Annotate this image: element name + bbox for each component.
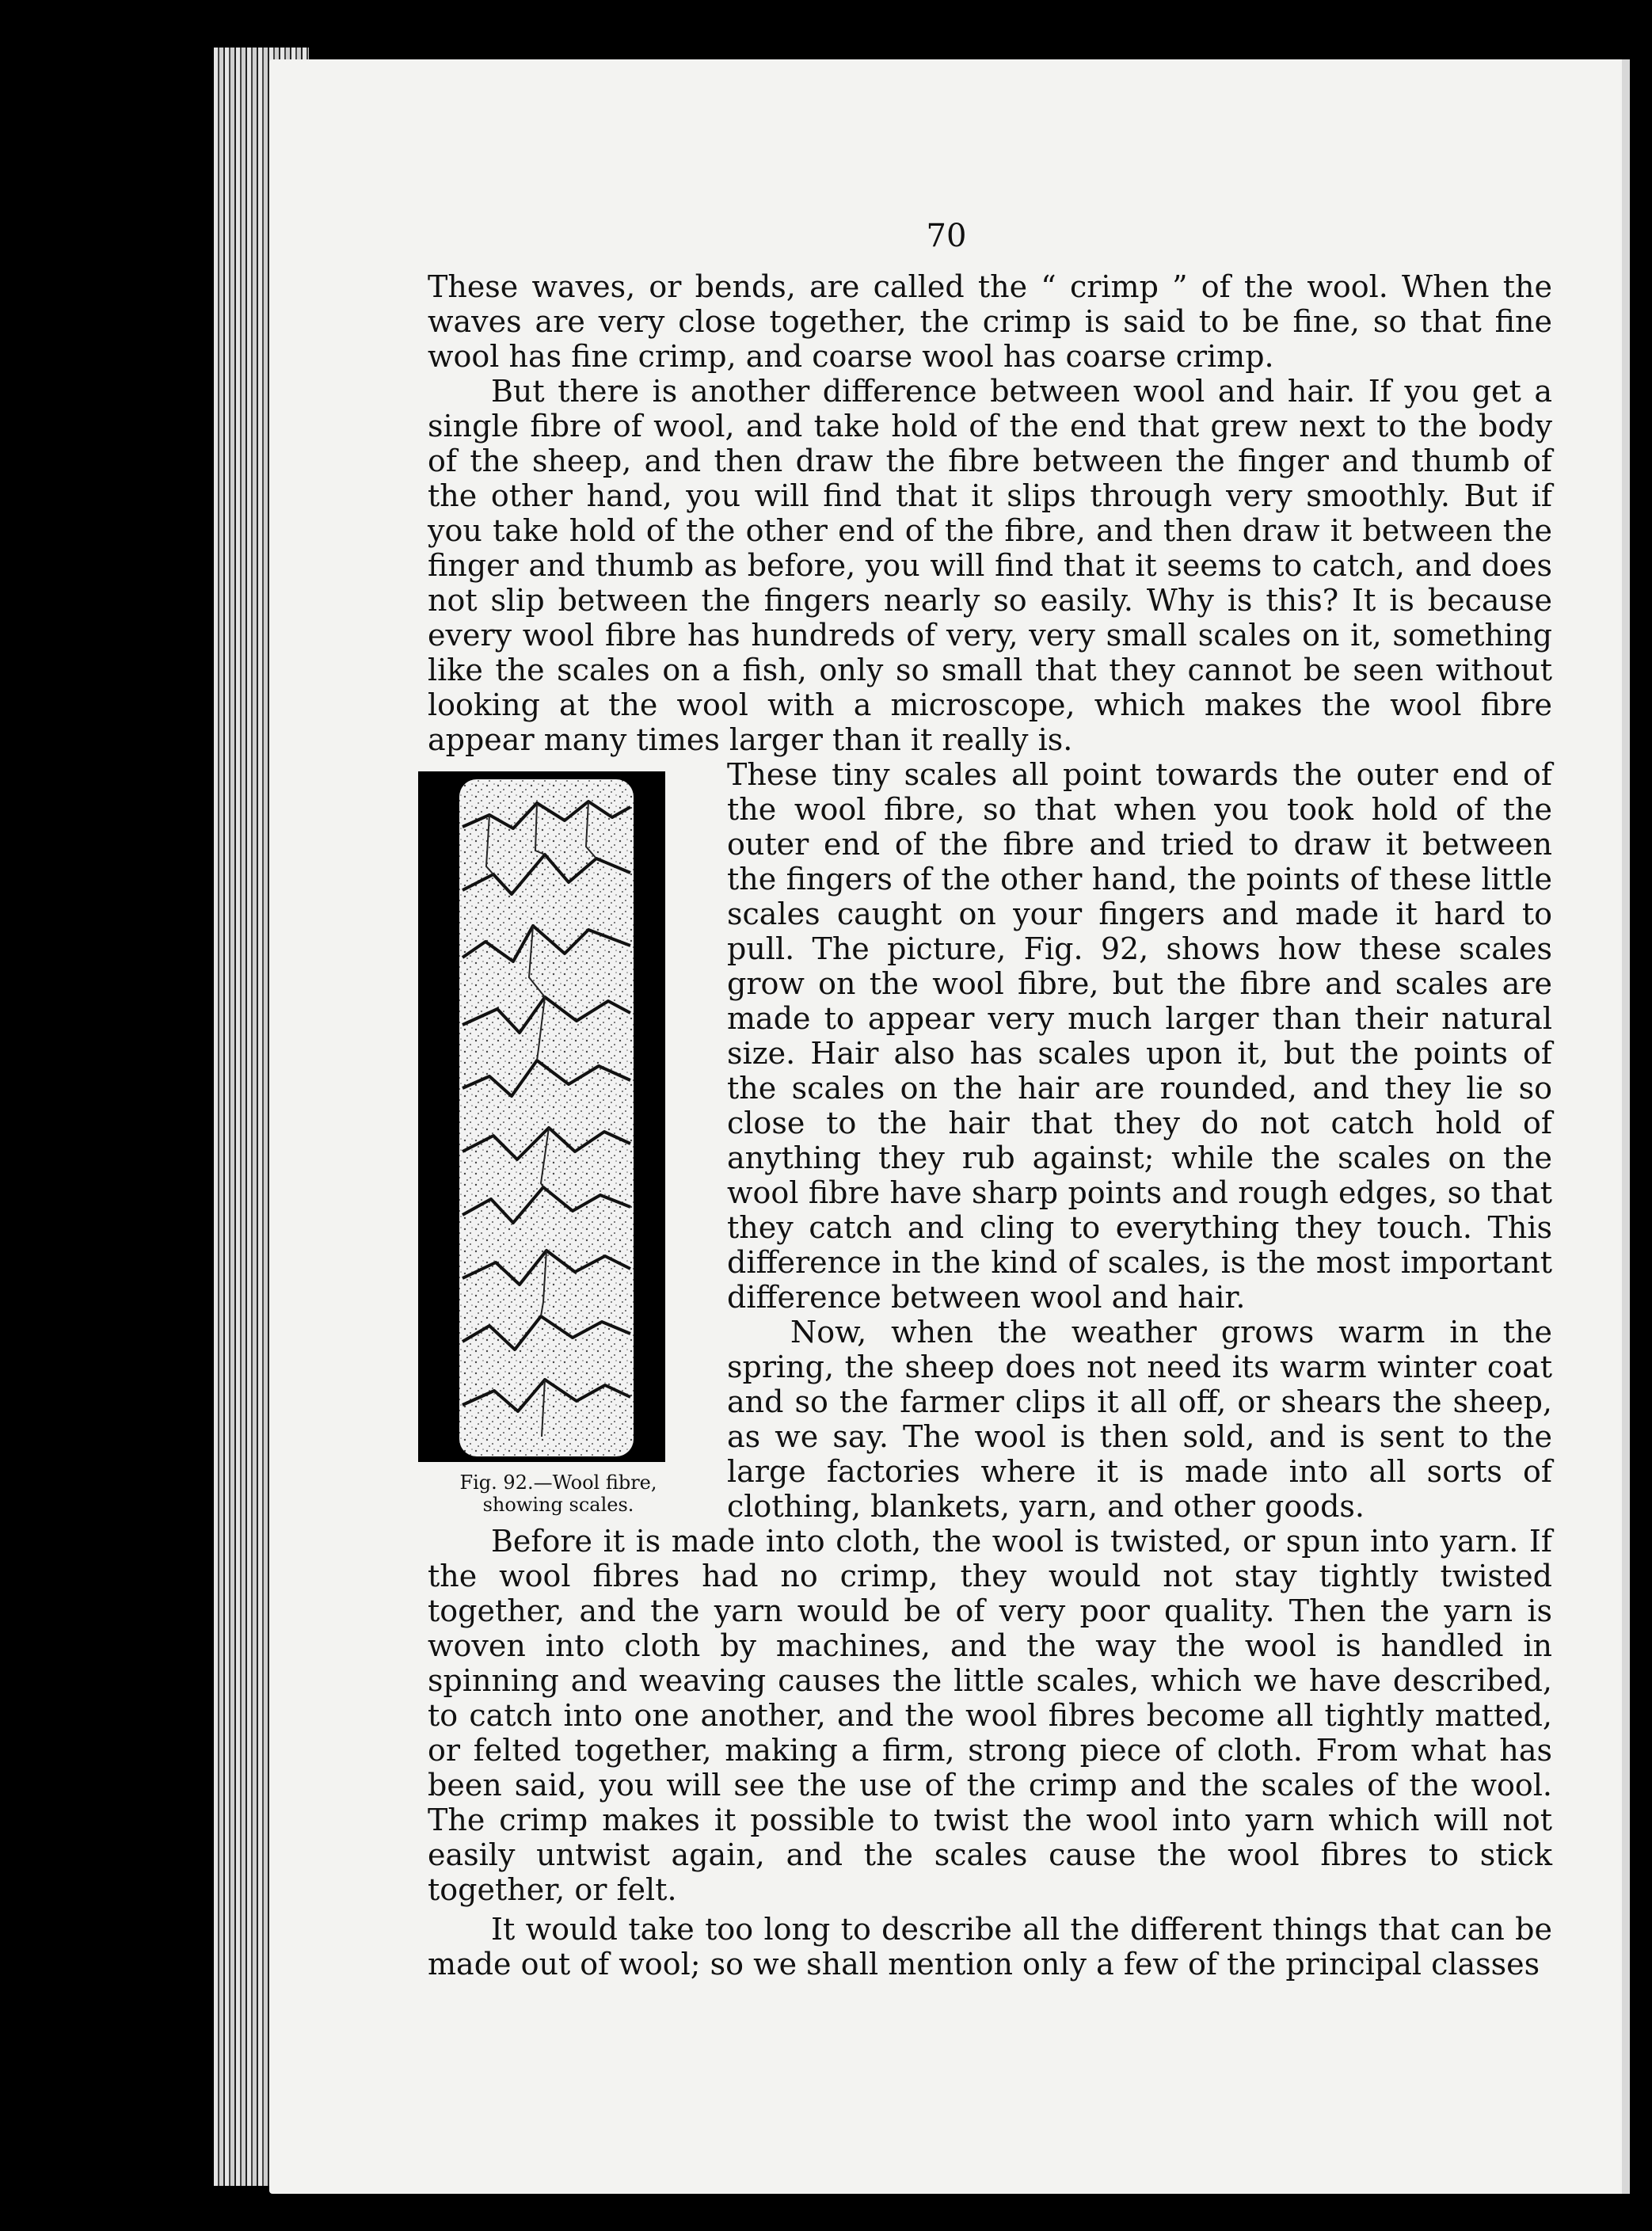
book-page [269, 59, 1623, 2194]
figure-caption-line2: showing scales. [482, 1494, 634, 1516]
page-right-edge [1622, 59, 1630, 2194]
paragraph: These waves, or bends, are called the “ crimp ” of the wool. When the waves are very close together, the crimp is said to be fine, so that fine wool has fine crimp, and coarse wool has coarse crimp. [428, 269, 1552, 374]
figure-caption [412, 1471, 705, 1516]
paragraph: It would take too long to describe all the different things that can be made out of wool; so we shall mention only a few of the principal classes [428, 1912, 1552, 1982]
body-text [428, 269, 1552, 1982]
figure-caption-line1: Fig. 92.—Wool fibre, [459, 1471, 657, 1494]
paragraph: Now, when the weather grows warm in the spring, the sheep does not need its warm winter coat and so the farmer clips it all off, or shears the sheep, as we say. The wool is then sold, and is sent to the large factories where it is made into all sorts of clothing, blankets, yarn, and other goods. [727, 1315, 1552, 1524]
figure-wool-fibre [412, 771, 705, 1516]
wool-fibre-drawing [418, 771, 665, 1462]
wool-fibre-illustration [418, 771, 665, 1462]
paragraph: But there is another difference between wool and hair. If you get a single fibre of wool, and take hold of the end that grew next to the body of the sheep, and then draw the fibre between the finger and thumb of the other hand, you will find that it slips through very smoothly. But if you take hold of the other end of the fibre, and then draw it between the finger and thumb as before, you will find that it seems to catch, and does not slip between the fingers nearly so easily. Why is this? It is because every wool fibre has hundreds of very, very small scales on it, something like the scales on a fish, only so small that they cannot be seen without looking at the wool with a microscope, which makes the wool fibre appear many times larger than it really is. [428, 374, 1552, 757]
page-number: 70 [926, 218, 967, 254]
paragraph-continued: These tiny scales all point towards the outer end of the wool fibre, so that when you took hold of the outer end of the fibre and tried to draw it between the fingers of the other hand, the points of these little scales caught on your fingers and made it hard to pull. The picture, Fig. 92, shows how these scales grow on the wool fibre, but the fibre and scales are made to appear very much larger than their natural size. Hair also has scales upon it, but the points of the scales on the hair are rounded, and they lie so close to the hair that they do not catch hold of anything they rub against; while the scales on the wool fibre have sharp points and rough edges, so that they catch and cling to everything they touch. This difference in the kind of scales, is the most important difference between wool and hair. [727, 757, 1552, 1315]
paragraph: Before it is made into cloth, the wool is twisted, or spun into yarn. If the wool fibres had no crimp, they would not stay tightly twisted together, and the yarn would be of very poor quality. Then the yarn is woven into cloth by machines, and the way the wool is handled in spinning and weaving causes the little scales, which we have described, to catch into one another, and the wool fibres become all tightly matted, or felted together, making a firm, strong piece of cloth. From what has been said, you will see the use of the crimp and the scales of the wool. The crimp makes it possible to twist the wool into yarn which will not easily untwist again, and the scales cause the wool fibres to stick together, or felt. [428, 1524, 1552, 1907]
